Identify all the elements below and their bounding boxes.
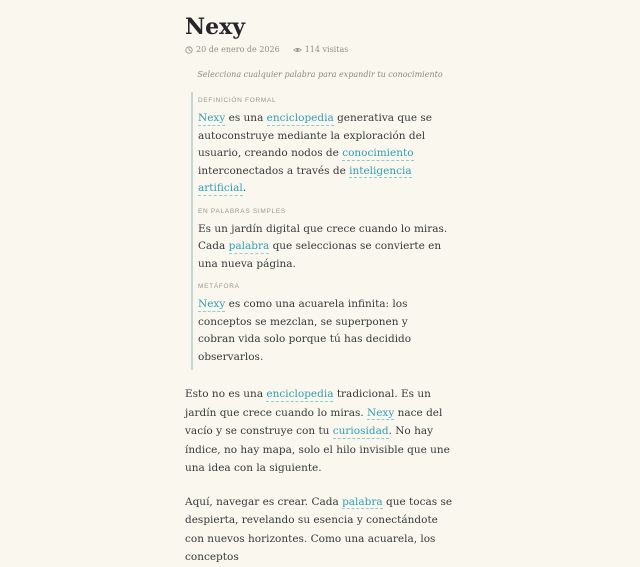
definition-label: EN PALABRAS SIMPLES (198, 207, 286, 215)
word-link[interactable]: palabra (342, 495, 383, 508)
definition-text (198, 221, 448, 274)
word-link[interactable]: Nexy (198, 298, 226, 310)
definition-section-simple (198, 208, 455, 274)
text-segment: Aquí, navegar es crear. Cada (185, 495, 343, 508)
definition-text (198, 110, 448, 198)
text-segment: Es un jardín digital que crece cuando lo miras. Cada (198, 222, 448, 252)
body-paragraph (185, 493, 455, 567)
word-link[interactable]: curiosidad (332, 425, 389, 437)
tagline: Selecciona cualquier palabra para expandir tu conocimiento (197, 70, 443, 79)
text-segment: nace del vacío y se construye con tu (185, 406, 443, 437)
definition-section-formal (198, 97, 455, 198)
definition-label: METÁFORA (198, 283, 240, 290)
text-segment: generativa que se autoconstruye mediante la exploración del usuario, creando nodos de (198, 112, 433, 159)
definitions-box (191, 92, 455, 370)
clock-icon (185, 46, 193, 54)
word-link[interactable]: Nexy (198, 112, 226, 124)
word-link[interactable]: enciclopedia (266, 112, 334, 124)
meta-row (185, 45, 455, 55)
page-title: Nexy (185, 14, 246, 40)
body-paragraph (185, 385, 455, 478)
definition-section-metaphor (198, 283, 455, 366)
article (185, 14, 455, 567)
word-link[interactable]: enciclopedia (266, 388, 334, 400)
text-segment: Esto no es una (185, 388, 267, 400)
visits-label: 114 visitas (304, 45, 349, 54)
text-segment: que tocas se despierta, revelando su esencia y conectándote con nuevos horizontes. Como una acuarela, los conceptos (185, 495, 453, 563)
visits-item (293, 45, 349, 55)
text-segment: . (242, 182, 247, 194)
text-segment: tradicional. Es un jardín que crece cuando lo miras. (185, 388, 431, 419)
definition-text (198, 296, 448, 366)
text-segment: . No hay índice, no hay mapa, solo el hilo invisible que une una idea con la siguiente. (185, 425, 450, 474)
text-segment: es una (225, 112, 267, 124)
date-label: 20 de enero de 2026 (196, 45, 280, 54)
word-link[interactable]: palabra (228, 240, 270, 252)
word-link[interactable]: conocimiento (342, 147, 414, 159)
date-item (185, 45, 280, 55)
text-segment: interconectados a través de (198, 164, 350, 177)
eye-icon (293, 46, 302, 54)
definition-label: DEFINICIÓN FORMAL (198, 97, 277, 104)
text-segment: que seleccionas se convierte en una nueva página. (198, 240, 442, 270)
text-segment: es como una acuarela infinita: los conceptos se mezclan, se superponen y cobran vida solo porque tú has decidido observarlos. (198, 298, 412, 363)
word-link[interactable]: inteligencia artificial (198, 164, 412, 194)
word-link[interactable]: Nexy (367, 406, 395, 419)
page-background (0, 14, 640, 563)
